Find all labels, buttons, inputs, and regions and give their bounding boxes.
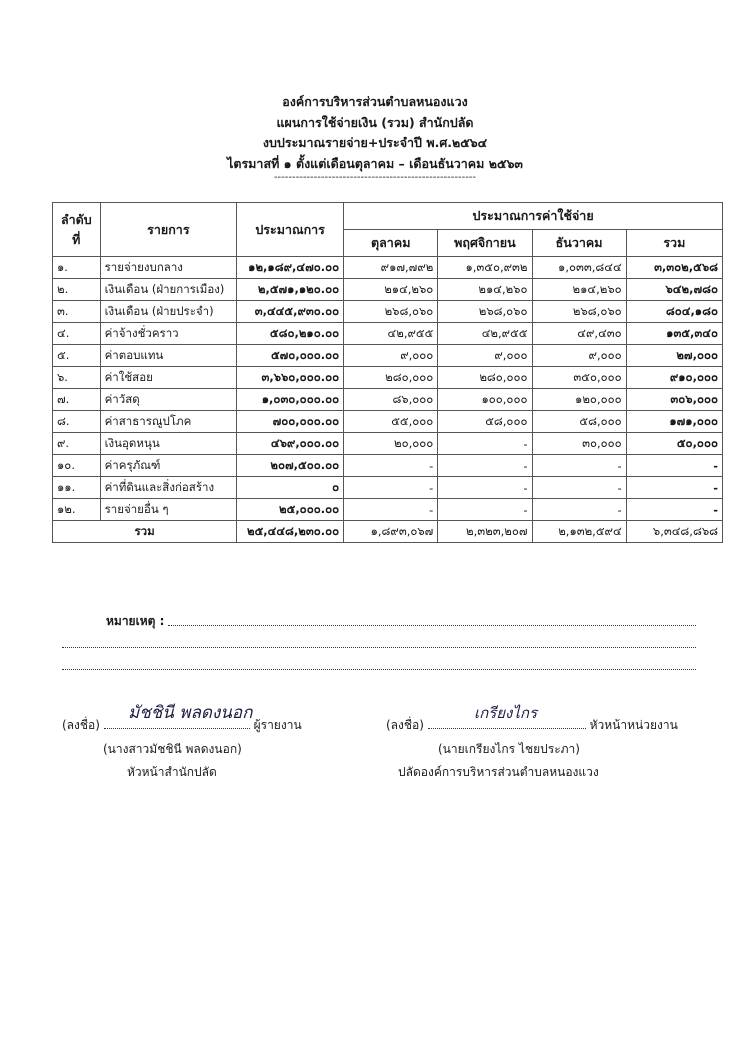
note-line-3 <box>62 669 696 670</box>
row-item: ค่าจ้างชั่วคราว <box>100 323 237 345</box>
budget-table <box>52 202 723 543</box>
row-dec: ๓๕๐,๐๐๐ <box>532 367 626 389</box>
row-sum: ๒๗,๐๐๐ <box>626 345 722 367</box>
row-sum: ๑๓๕,๓๔๐ <box>626 323 722 345</box>
row-nov: - <box>438 499 532 521</box>
row-dec: ๒๑๔,๒๖๐ <box>532 279 626 301</box>
total-nov: ๒,๓๒๓,๒๐๗ <box>438 521 532 543</box>
row-no: ๘. <box>53 411 101 433</box>
table-row <box>53 301 723 323</box>
header-nov: พฤศจิกายน <box>438 230 532 257</box>
row-oct: ๒๑๔,๒๖๐ <box>344 279 438 301</box>
table-row <box>53 257 723 279</box>
total-dec: ๒,๑๓๒,๕๙๔ <box>532 521 626 543</box>
note-line-2 <box>62 647 696 648</box>
note-line-1 <box>168 625 696 626</box>
row-item: เงินเดือน (ฝ่ายการเมือง) <box>100 279 237 301</box>
row-estimate: ๗๐๐,๐๐๐.๐๐ <box>237 411 344 433</box>
table-row <box>53 433 723 455</box>
row-item: รายจ่ายอื่น ๆ <box>100 499 237 521</box>
budget-year: งบประมาณรายจ่าย+ประจำปี พ.ศ.๒๕๖๔ <box>262 135 488 150</box>
table-body <box>53 257 723 521</box>
table-row <box>53 323 723 345</box>
row-sum: - <box>626 477 722 499</box>
row-item: ค่าวัสดุ <box>100 389 237 411</box>
row-estimate: ๕๘๐,๒๑๐.๐๐ <box>237 323 344 345</box>
header-item: รายการ <box>100 203 237 257</box>
row-item: ค่าที่ดินและสิ่งก่อสร้าง <box>100 477 237 499</box>
table-row <box>53 367 723 389</box>
row-dec: ๙,๐๐๐ <box>532 345 626 367</box>
org-name: องค์การบริหารส่วนตำบลหนองแวง <box>282 94 468 109</box>
table-row <box>53 477 723 499</box>
row-no: ๔. <box>53 323 101 345</box>
signer-name-left: (นางสาวมัชชินี พลดงนอก) <box>103 742 242 756</box>
row-nov: - <box>438 455 532 477</box>
quarter-range: ไตรมาสที่ ๑ ตั้งแต่เดือนตุลาคม – เดือนธันวาคม ๒๕๖๓ <box>227 155 523 171</box>
row-sum: ๖๔๒,๗๘๐ <box>626 279 722 301</box>
total-label: รวม <box>53 521 237 543</box>
header-dec: ธันวาคม <box>532 230 626 257</box>
signature-left-text: มัชชินี พลดงนอก <box>128 703 253 723</box>
row-item: เงินเดือน (ฝ่ายประจำ) <box>100 301 237 323</box>
row-oct: ๕๕,๐๐๐ <box>344 411 438 433</box>
row-item: ค่าใช้สอย <box>100 367 237 389</box>
row-dec: ๑,๐๓๓,๘๔๔ <box>532 257 626 279</box>
row-oct: ๒๖๘,๐๖๐ <box>344 301 438 323</box>
row-sum: ๙๑๐,๐๐๐ <box>626 367 722 389</box>
row-nov: ๑๐๐,๐๐๐ <box>438 389 532 411</box>
row-sum: - <box>626 455 722 477</box>
header-sum: รวม <box>626 230 722 257</box>
header-estimate: ประมาณการ <box>237 203 344 257</box>
table-row <box>53 455 723 477</box>
row-estimate: ๓,๖๖๐,๐๐๐.๐๐ <box>237 367 344 389</box>
table-row <box>53 411 723 433</box>
row-dec: - <box>532 499 626 521</box>
row-estimate: ๒๕,๐๐๐.๐๐ <box>237 499 344 521</box>
row-no: ๒. <box>53 279 101 301</box>
row-estimate: ๔๖๙,๐๐๐.๐๐ <box>237 433 344 455</box>
row-oct: - <box>344 499 438 521</box>
row-estimate: ๒๐๗,๕๐๐.๐๐ <box>237 455 344 477</box>
row-nov: - <box>438 477 532 499</box>
row-sum: ๓,๓๐๒,๕๖๘ <box>626 257 722 279</box>
row-item: เงินอุดหนุน <box>100 433 237 455</box>
signature-right <box>474 696 574 732</box>
signer-position-left: หัวหน้าสำนักปลัด <box>127 765 217 779</box>
row-estimate: ๒,๕๗๑,๑๒๐.๐๐ <box>237 279 344 301</box>
row-nov: ๒๖๘,๐๖๐ <box>438 301 532 323</box>
header-oct: ตุลาคม <box>344 230 438 257</box>
row-nov: ๕๘,๐๐๐ <box>438 411 532 433</box>
row-dec: - <box>532 477 626 499</box>
row-no: ๖. <box>53 367 101 389</box>
row-oct: ๙๑๗,๗๙๒ <box>344 257 438 279</box>
row-nov: ๒๘๐,๐๐๐ <box>438 367 532 389</box>
total-oct: ๑,๘๙๓,๐๖๗ <box>344 521 438 543</box>
row-sum: ๘๐๔,๑๘๐ <box>626 301 722 323</box>
row-nov: - <box>438 433 532 455</box>
row-dec: ๑๒๐,๐๐๐ <box>532 389 626 411</box>
header-expense-group: ประมาณการค่าใช้จ่าย <box>344 203 723 230</box>
header-no: ลำดับ ที่ <box>53 203 101 257</box>
signature-right-text: เกรียงไกร <box>474 704 538 722</box>
row-dec: ๕๘,๐๐๐ <box>532 411 626 433</box>
row-nov: ๒๑๔,๒๖๐ <box>438 279 532 301</box>
row-nov: ๑,๓๕๐,๙๓๒ <box>438 257 532 279</box>
table-row <box>53 499 723 521</box>
row-sum: ๑๗๑,๐๐๐ <box>626 411 722 433</box>
row-oct: ๙,๐๐๐ <box>344 345 438 367</box>
row-oct: ๘๖,๐๐๐ <box>344 389 438 411</box>
row-no: ๙. <box>53 433 101 455</box>
row-nov: ๔๒,๙๕๕ <box>438 323 532 345</box>
row-estimate: ๐ <box>237 477 344 499</box>
row-estimate: ๕๗๐,๐๐๐.๐๐ <box>237 345 344 367</box>
row-oct: ๔๒,๙๕๕ <box>344 323 438 345</box>
note-label: หมายเหตุ : <box>106 614 165 628</box>
table-row <box>53 345 723 367</box>
row-no: ๑๒. <box>53 499 101 521</box>
row-dec: ๓๐,๐๐๐ <box>532 433 626 455</box>
sign-prefix-left: (ลงชื่อ) <box>62 718 100 732</box>
row-item: ค่าตอบแทน <box>100 345 237 367</box>
row-dec: - <box>532 455 626 477</box>
row-oct: - <box>344 477 438 499</box>
row-no: ๑. <box>53 257 101 279</box>
row-no: ๑๑. <box>53 477 101 499</box>
plan-title: แผนการใช้จ่ายเงิน (รวม) สำนักปลัด <box>276 114 474 130</box>
row-sum: ๕๐,๐๐๐ <box>626 433 722 455</box>
row-estimate: ๓,๔๔๕,๙๓๐.๐๐ <box>237 301 344 323</box>
row-sum: - <box>626 499 722 521</box>
row-nov: ๙,๐๐๐ <box>438 345 532 367</box>
signature-left <box>128 694 258 732</box>
row-no: ๓. <box>53 301 101 323</box>
header-rule: -------------------------------------------------------- <box>273 172 477 183</box>
row-oct: ๒๘๐,๐๐๐ <box>344 367 438 389</box>
sign-prefix-right: (ลงชื่อ) <box>386 718 424 732</box>
sign-role-right: หัวหน้าหน่วยงาน <box>589 718 678 732</box>
row-sum: ๓๐๖,๐๐๐ <box>626 389 722 411</box>
row-item: ค่าสาธารณูปโภค <box>100 411 237 433</box>
row-estimate: ๑๒,๑๘๙,๔๗๐.๐๐ <box>237 257 344 279</box>
row-item: ค่าครุภัณฑ์ <box>100 455 237 477</box>
row-oct: ๒๐,๐๐๐ <box>344 433 438 455</box>
row-item: รายจ่ายงบกลาง <box>100 257 237 279</box>
total-row <box>53 521 723 543</box>
row-no: ๑๐. <box>53 455 101 477</box>
row-estimate: ๑,๐๓๐,๐๐๐.๐๐ <box>237 389 344 411</box>
row-oct: - <box>344 455 438 477</box>
sign-role-left: ผู้รายงาน <box>253 718 302 732</box>
total-sum: ๖,๓๔๘,๘๖๘ <box>626 521 722 543</box>
signer-name-right: (นายเกรียงไกร ไชยประภา) <box>438 742 580 756</box>
row-no: ๗. <box>53 389 101 411</box>
table-row <box>53 389 723 411</box>
signer-position-right: ปลัดองค์การบริหารส่วนตำบลหนองแวง <box>398 765 599 779</box>
row-no: ๕. <box>53 345 101 367</box>
total-estimate: ๒๕,๔๔๘,๒๓๐.๐๐ <box>237 521 344 543</box>
document-header <box>0 92 750 184</box>
row-dec: ๒๖๘,๐๖๐ <box>532 301 626 323</box>
table-row <box>53 279 723 301</box>
row-dec: ๔๙,๔๓๐ <box>532 323 626 345</box>
